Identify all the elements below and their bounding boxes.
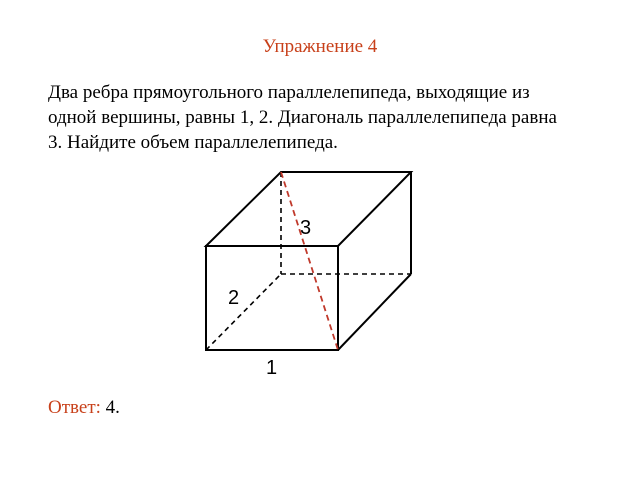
front-face <box>206 246 338 350</box>
answer <box>48 397 120 419</box>
label-diagonal: 3 <box>300 217 312 239</box>
label-edge-bottom: 1 <box>266 357 278 379</box>
problem-line-1: Два ребра прямоугольного параллелепипеда, выходящие из <box>48 82 530 103</box>
answer-label: Ответ: <box>48 397 101 418</box>
visible-edges <box>206 172 411 350</box>
space-diagonal <box>281 172 338 350</box>
problem-line-2: одной вершины, равны 1, 2. Диагональ параллелепипеда равна <box>48 107 557 128</box>
right-edge-bottom <box>338 274 411 350</box>
label-edge-depth: 2 <box>228 287 240 309</box>
hidden-edge-depth <box>206 274 281 350</box>
answer-value: 4. <box>105 397 120 418</box>
exercise-title: Упражнение 4 <box>262 36 378 57</box>
hidden-edges <box>206 172 411 350</box>
problem-line-3: 3. Найдите объем параллелепипеда. <box>48 132 338 153</box>
